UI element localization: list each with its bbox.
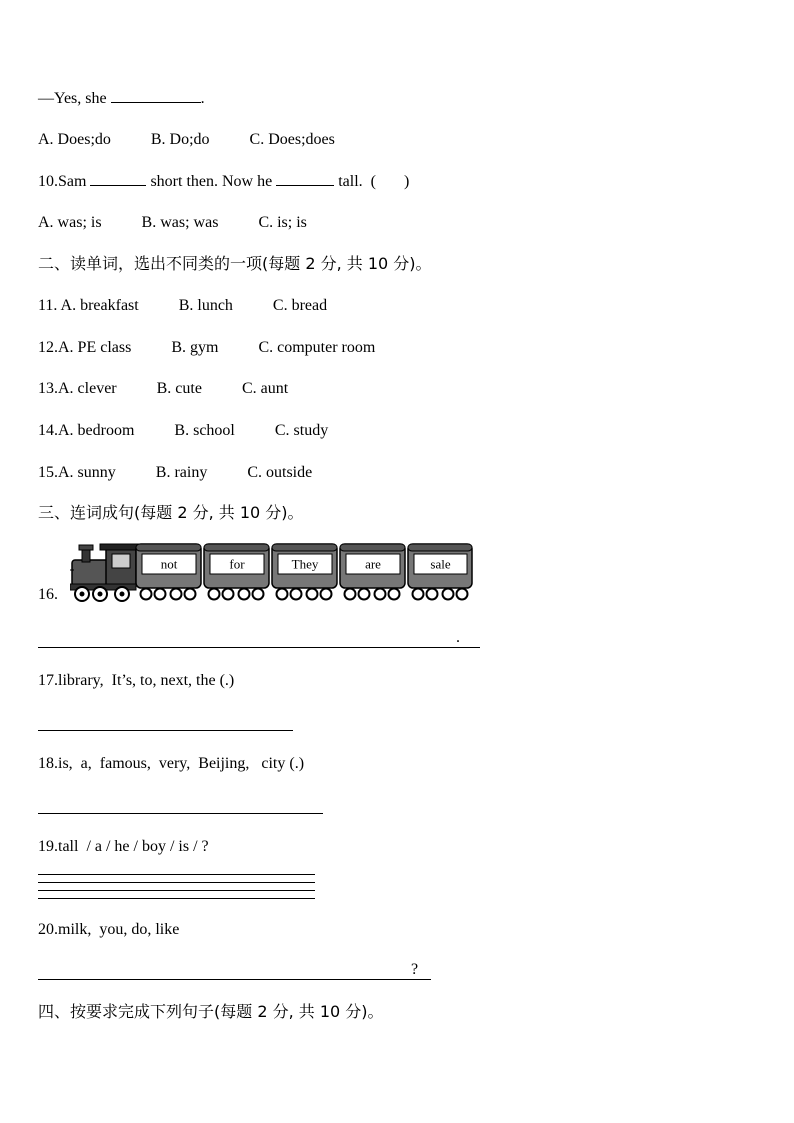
train-car-5-word: sale (430, 556, 451, 572)
q10-text-2: short then. Now he (146, 173, 277, 190)
q10-blank-1[interactable] (90, 171, 146, 186)
q20-answer-line[interactable] (38, 979, 431, 980)
train-locomotive-icon (70, 544, 142, 601)
train-car-1-word: not (160, 556, 178, 572)
q19-writing-line-4[interactable] (38, 898, 315, 899)
train-car-2-word: for (229, 556, 245, 572)
q16-number: 16. (38, 586, 58, 603)
q17-answer-line[interactable] (38, 730, 293, 731)
q10-blank-2[interactable] (276, 171, 334, 186)
q19-writing-line-2[interactable] (38, 882, 315, 883)
train-car-3-word: They (291, 556, 319, 572)
q13: 13.A. clever B. cute C. aunt (38, 380, 289, 397)
q10-text-1: 10.Sam (38, 173, 91, 190)
q11: 11. A. breakfast B. lunch C. bread (38, 297, 328, 314)
q19: 19.tall / a / he / boy / is / ? (38, 838, 209, 855)
q12: 12.A. PE class B. gym C. computer room (38, 339, 376, 356)
q9-period: . (200, 90, 205, 107)
train-car-4-word: are (365, 556, 381, 572)
q18: 18.is, a, famous, very, Beijing, city (.) (38, 755, 305, 772)
train-car-5 (408, 544, 472, 600)
q14: 14.A. bedroom B. school C. study (38, 422, 329, 439)
q18-answer-line[interactable] (38, 813, 323, 814)
q9-blank[interactable] (111, 88, 201, 103)
q10-options: A. was; is B. was; was C. is; is (38, 214, 307, 231)
q19-writing-line-1[interactable] (38, 874, 315, 875)
train-car-2 (204, 544, 269, 600)
q10-text-3: tall. ( ) (334, 173, 410, 190)
section4-title: 四、按要求完成下列句子(每题 2 分, 共 10 分)。 (38, 1002, 384, 1021)
q9-options: A. Does;do B. Do;do C. Does;does (38, 131, 335, 148)
q15: 15.A. sunny B. rainy C. outside (38, 464, 313, 481)
section3-title: 三、连词成句(每题 2 分, 共 10 分)。 (38, 503, 304, 522)
q9-answer-text: —Yes, she (38, 90, 111, 107)
train-car-3 (272, 544, 337, 600)
q16-end-mark: . (456, 629, 460, 646)
q17: 17.library, It’s, to, next, the (.) (38, 672, 235, 689)
q9-answer-line (38, 88, 205, 109)
q20: 20.milk, you, do, like (38, 921, 180, 938)
q16-answer-line[interactable] (38, 647, 480, 648)
train-car-4 (340, 544, 405, 600)
train-illustration (70, 540, 474, 604)
section2-title: 二、读单词，选出不同类的一项(每题 2 分, 共 10 分)。 (38, 254, 432, 273)
train-car-1 (136, 544, 201, 600)
q19-writing-line-3[interactable] (38, 890, 315, 891)
q10-question (38, 171, 409, 192)
q20-end-mark: ? (411, 961, 419, 978)
